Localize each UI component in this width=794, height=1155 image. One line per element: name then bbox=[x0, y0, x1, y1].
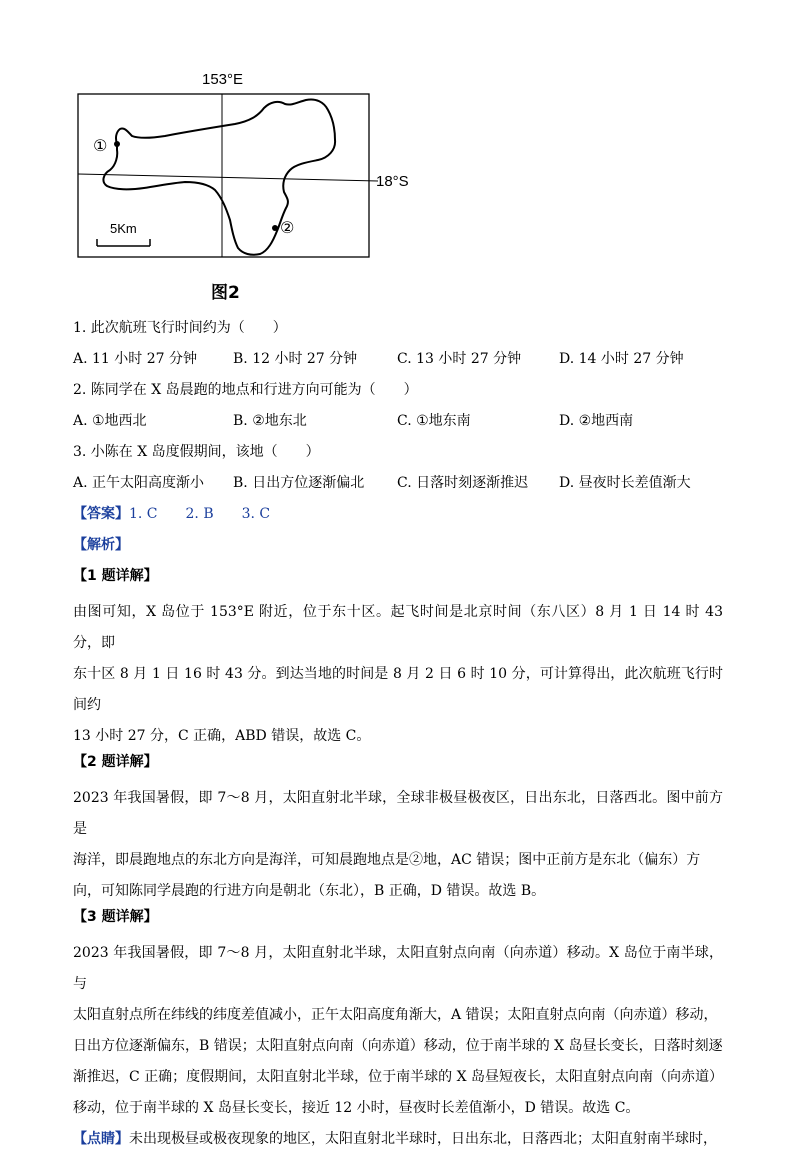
island-map bbox=[70, 66, 430, 306]
question-2-stem: 2. 陈同学在 X 岛晨跑的地点和行进方向可能为（ ） bbox=[73, 382, 418, 398]
question-3-option-d: D. 昼夜时长差值渐大 bbox=[559, 475, 691, 491]
section-3-line: 渐推迟，C 正确；度假期间，太阳直射北半球，位于南半球的 X 岛昼短夜长，太阳直射点向南（向赤道） bbox=[73, 1069, 724, 1085]
point-1-label: ① bbox=[93, 138, 108, 155]
analysis-heading bbox=[73, 535, 723, 566]
keypoint-text: 未出现极昼或极夜现象的地区，太阳直射北半球时，日出东北，日落西北；太阳直射南半球时， bbox=[129, 1131, 717, 1147]
section-2-line: 2023 年我国暑假，即 7～8 月，太阳直射北半球，全球非极昼极夜区，日出东北，日落西北。图中前方是 bbox=[73, 790, 723, 837]
section-2-title: 【2 题详解】 bbox=[73, 754, 158, 770]
scale-label: 5Km bbox=[110, 221, 137, 236]
figure-caption: 图2 bbox=[211, 283, 240, 303]
section-2-line: 向，可知陈同学晨跑的行进方向是朝北（东北），B 正确，D 错误。故选 B。 bbox=[73, 883, 546, 899]
question-2-option-c: C. ①地东南 bbox=[397, 413, 471, 429]
answer-line bbox=[73, 504, 723, 535]
question-2-options bbox=[73, 411, 723, 442]
question-3-option-a: A. 正午太阳高度渐小 bbox=[73, 475, 205, 491]
latitude-label: 18°S bbox=[376, 173, 409, 190]
answer-tag: 【答案】 bbox=[73, 506, 129, 522]
section-1-line: 东十区 8 月 1 日 16 时 43 分。到达当地的时间是 8 月 2 日 6 时 10 分，可计算得出，此次航班飞行时间约 bbox=[73, 666, 723, 713]
question-2-option-b: B. ②地东北 bbox=[233, 413, 307, 429]
question-3-option-c: C. 日落时刻逐渐推迟 bbox=[397, 475, 529, 491]
question-3-options bbox=[73, 473, 723, 504]
analysis-tag: 【解析】 bbox=[73, 537, 129, 553]
point-1-marker bbox=[114, 141, 120, 147]
keypoint-tag: 【点睛】 bbox=[73, 1131, 129, 1147]
question-3-stem: 3. 小陈在 X 岛度假期间，该地（ ） bbox=[73, 444, 320, 460]
question-1-option-d: D. 14 小时 27 分钟 bbox=[559, 351, 684, 367]
section-3-line: 2023 年我国暑假，即 7～8 月，太阳直射北半球，太阳直射点向南（向赤道）移动。X 岛位于南半球，与 bbox=[73, 945, 723, 992]
question-1-option-b: B. 12 小时 27 分钟 bbox=[233, 351, 358, 367]
parallel-line bbox=[78, 174, 378, 181]
section-1-text bbox=[73, 597, 723, 752]
point-2-label: ② bbox=[280, 220, 295, 237]
answer-text: 1. C 2. B 3. C bbox=[129, 506, 271, 522]
question-2-option-a: A. ①地西北 bbox=[73, 413, 147, 429]
document-body bbox=[73, 318, 723, 1155]
section-3-line: 太阳直射点所在纬线的纬度差值减小，正午太阳高度角渐大，A 错误；太阳直射点向南（向赤道）移动， bbox=[73, 1007, 718, 1023]
section-2-line: 海洋，即晨跑地点的东北方向是海洋，可知晨跑地点是②地，AC 错误；图中正前方是东北（偏东）方 bbox=[73, 852, 701, 868]
section-3-title: 【3 题详解】 bbox=[73, 909, 158, 925]
section-3-line: 移动，位于南半球的 X 岛昼长变长，接近 12 小时，昼夜时长差值渐小，D 错误。故选 C。 bbox=[73, 1100, 640, 1116]
keypoint-line bbox=[73, 1124, 723, 1155]
question-1-options bbox=[73, 349, 723, 380]
section-1-line: 13 小时 27 分，C 正确，ABD 错误，故选 C。 bbox=[73, 728, 371, 744]
question-1-option-a: A. 11 小时 27 分钟 bbox=[73, 351, 197, 367]
longitude-label: 153°E bbox=[202, 71, 244, 88]
question-1-option-c: C. 13 小时 27 分钟 bbox=[397, 351, 522, 367]
question-2-option-d: D. ②地西南 bbox=[559, 413, 634, 429]
section-3-line: 日出方位逐渐偏东，B 错误；太阳直射点向南（向赤道）移动，位于南半球的 X 岛昼长变长，日落时刻逐 bbox=[73, 1038, 723, 1054]
point-2-marker bbox=[272, 225, 278, 231]
question-3-option-b: B. 日出方位逐渐偏北 bbox=[233, 475, 365, 491]
section-1-title: 【1 题详解】 bbox=[73, 568, 158, 584]
section-1-line: 由图可知，X 岛位于 153°E 附近，位于东十区。起飞时间是北京时间（东八区）8 月 1 日 14 时 43 分，即 bbox=[73, 604, 723, 651]
section-2-text bbox=[73, 783, 723, 907]
question-1-stem: 1. 此次航班飞行时间约为（ ） bbox=[73, 320, 287, 336]
section-3-text bbox=[73, 938, 723, 1124]
